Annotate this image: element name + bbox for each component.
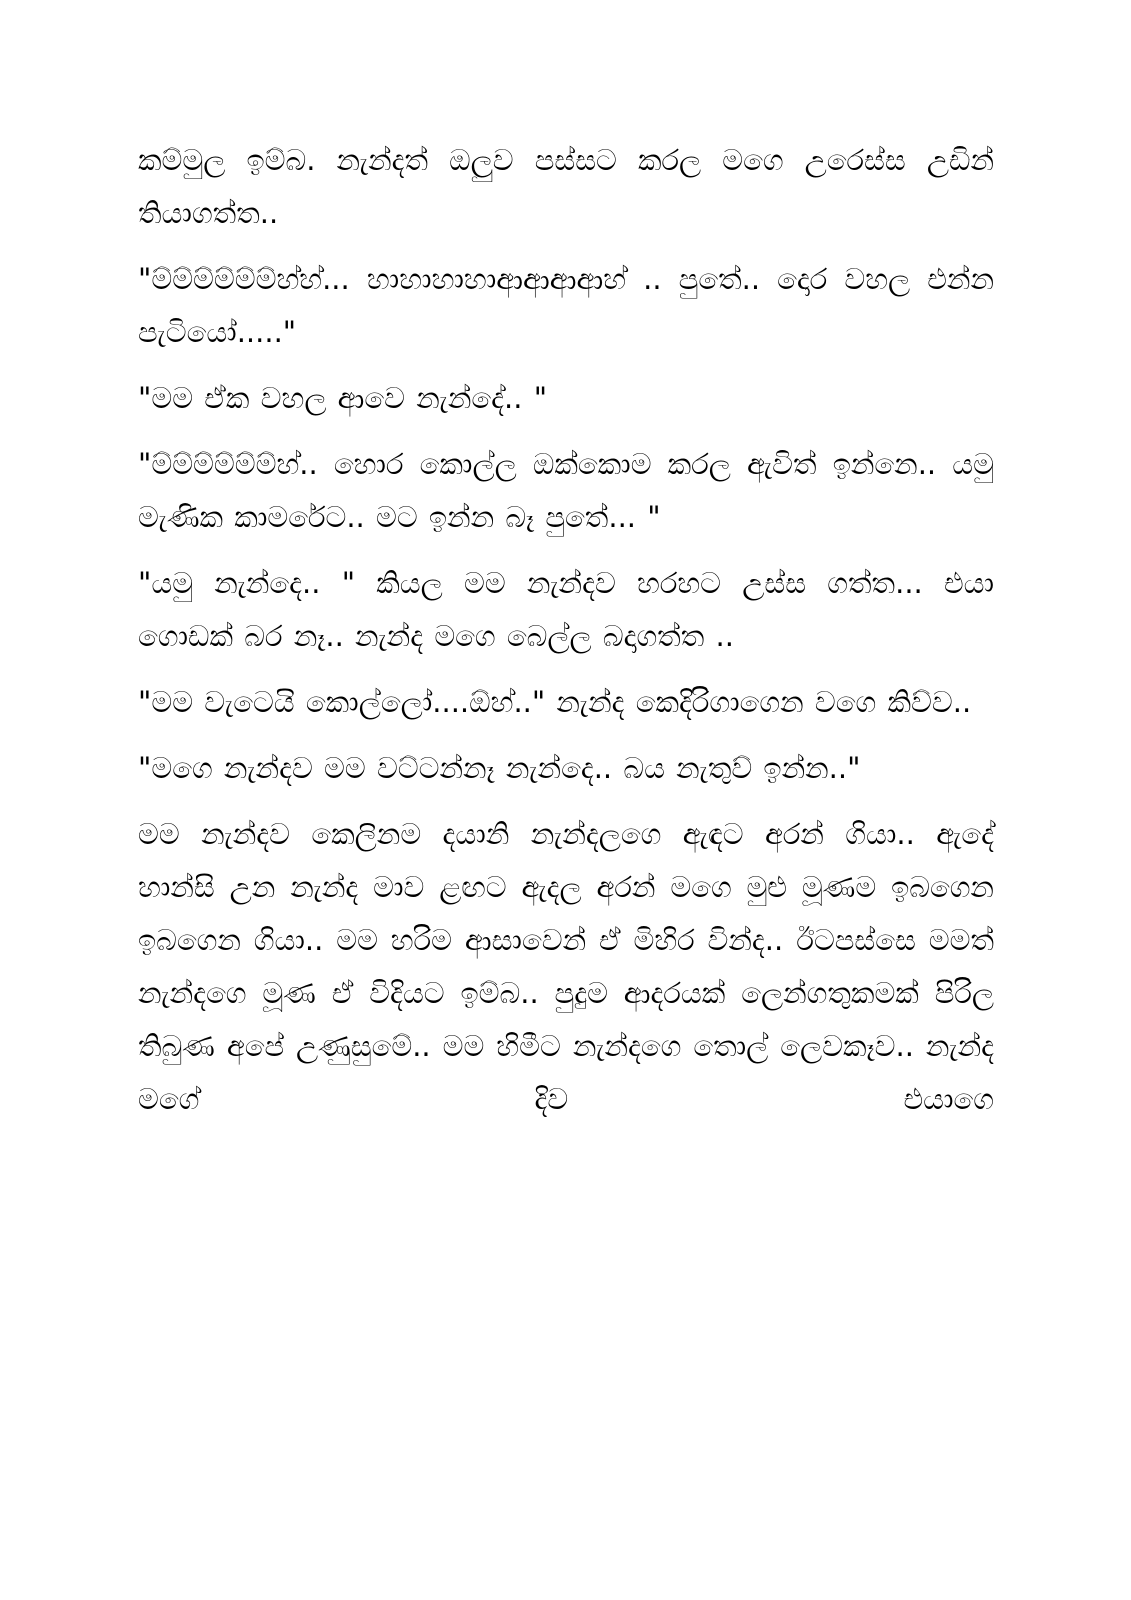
paragraph-7: "මගෙ නැන්දව මම වට්ටන්නෑ නැන්දෙ.. බය නැතුව් ඉන්න.." bbox=[138, 751, 861, 785]
paragraph-4: "ම්ම්ම්ම්ම්ම්හ්.. හොර කොල්ල ඔක්කොම කරල ඇවිත් ඉන්නෙ.. යමු මැණික කාමරේට.. මට ඉන්න බෑ පුතේ... " bbox=[138, 447, 994, 534]
paragraph-6: "මම වැටෙයි කොල්ලෝ....ඕහ්.." නැන්ද කෙදිරිගාගෙන වගෙ කිව්ව.. bbox=[138, 685, 972, 719]
paragraph-2: "ම්ම්ම්ම්ම්ම්හ්හ්... හාහාහාහාආආආආහ් .. පුතේ.. දොර වහල එන්න පැටියෝ....." bbox=[138, 262, 994, 349]
paragraph-8: මම නැන්දව කෙලිනම දයානි නැන්දලගෙ ඇඳට අරන් ගියා.. ඇදේ හාන්සි උන නැන්ද මාව ළඟට ඇදල අරන් මගෙ මුළු මූණම ඉබගෙන ඉබගෙන ගියා.. මම හරිම ආසාවෙන් ඒ මිහිර වින්ද.. ඊටපස්සෙ මමත් නැන්දගෙ මූණ ඒ විදියට ඉම්බ.. පුදුම ආදරයක් ලෙන්ගතුකමක් පිරිල තිබුණ අපේ උණුසුමේ.. මම හිමීට නැන්දගෙ තොල් ලෙවකෑව.. නැන්ද මගේ දිව එයාගෙ bbox=[138, 817, 994, 1116]
paragraph-1: කම්මුල ඉම්බ. නැන්දත් ඔලුව පස්සට කරල මගෙ උරෙස්ස උඩින් තියාගත්ත.. bbox=[138, 143, 994, 230]
paragraph-3: "මම ඒක වහල ආවෙ නැන්දේ.. " bbox=[138, 381, 548, 415]
paragraph-5: "යමු නැන්දෙ.. " කියල මම නැන්දව හරහට උස්ස ගත්ත... එයා ගොඩක් බර නෑ.. නැන්ද මගෙ බෙල්ල බදාගත්ත .. bbox=[138, 566, 994, 653]
story-text bbox=[138, 134, 994, 1139]
